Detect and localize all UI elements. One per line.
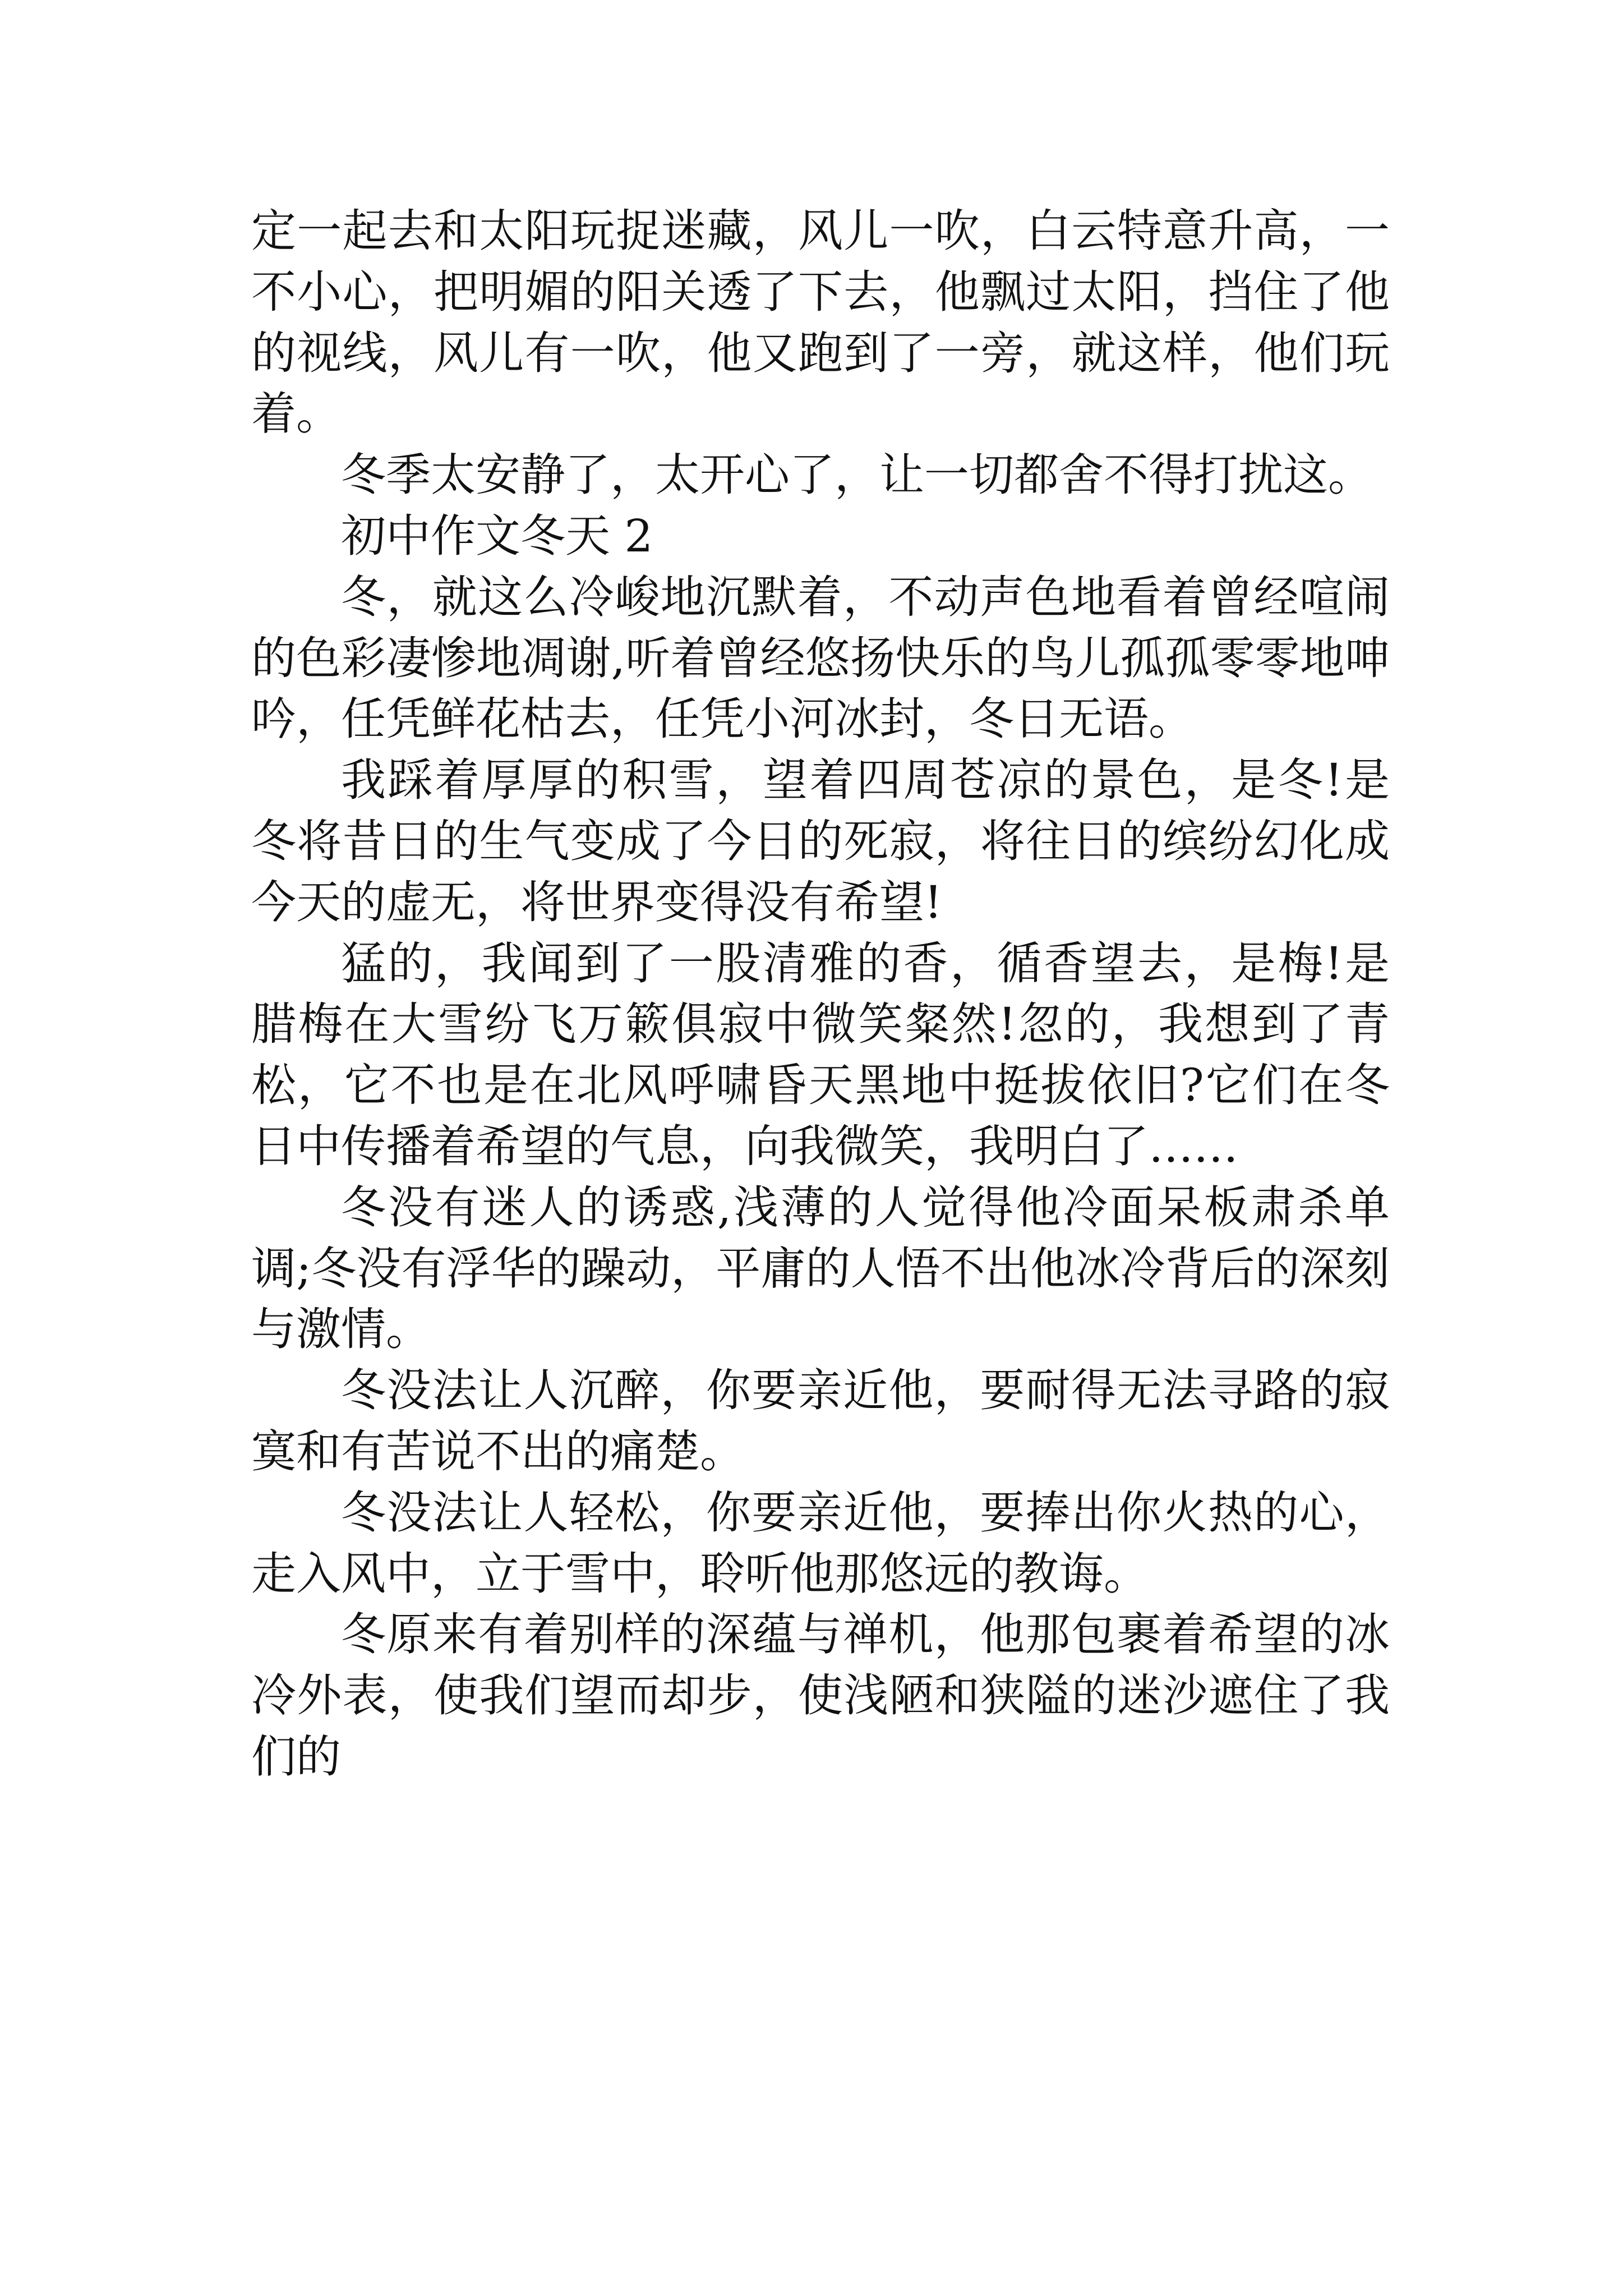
paragraph: 冬没有迷人的诱惑,浅薄的人觉得他冷面呆板肃杀单调;冬没有浮华的躁动，平庸的人悟不出他冰冷背后的深刻与激情。	[251, 1181, 1390, 1356]
paragraph: 冬没法让人沉醉，你要亲近他，要耐得无法寻路的寂寞和有苦说不出的痛楚。	[251, 1364, 1390, 1478]
paragraph: 我踩着厚厚的积雪，望着四周苍凉的景色，是冬!是冬将昔日的生气变成了今日的死寂，将往日的缤纷幻化成今天的虚无，将世界变得没有希望!	[251, 754, 1390, 928]
paragraph: 冬季太安静了，太开心了，让一切都舍不得打扰这。	[341, 449, 1373, 501]
paragraph: 冬原来有着别样的深蕴与禅机，他那包裹着希望的冰冷外表，使我们望而却步，使浅陋和狭隘的迷沙遮住了我们的	[251, 1608, 1390, 1783]
document-body	[251, 201, 1390, 1788]
paragraph: 冬，就这么冷峻地沉默着，不动声色地看着曾经喧闹的色彩凄惨地凋谢,听着曾经悠扬快乐的鸟儿孤孤零零地呻吟，任凭鲜花枯去，任凭小河冰封，冬日无语。	[251, 570, 1390, 746]
paragraph: 冬没法让人轻松，你要亲近他，要捧出你火热的心，走入风中，立于雪中，聆听他那悠远的教诲。	[251, 1486, 1390, 1600]
paragraph-continuation: 定一起去和太阳玩捉迷藏，风儿一吹，白云特意升高，一不小心，把明媚的阳关透了下去，他飘过太阳，挡住了他的视线，风儿有一吹，他又跑到了一旁，就这样，他们玩着。	[251, 205, 1390, 440]
paragraph: 猛的，我闻到了一股清雅的香，循香望去，是梅!是腊梅在大雪纷飞万簌俱寂中微笑粲然!忽的，我想到了青松，它不也是在北风呼啸昏天黑地中挺拔依旧?它们在冬日中传播着希望的气息，向我微笑，我明白了……	[251, 937, 1390, 1172]
section-heading: 初中作文冬天 2	[341, 509, 653, 562]
